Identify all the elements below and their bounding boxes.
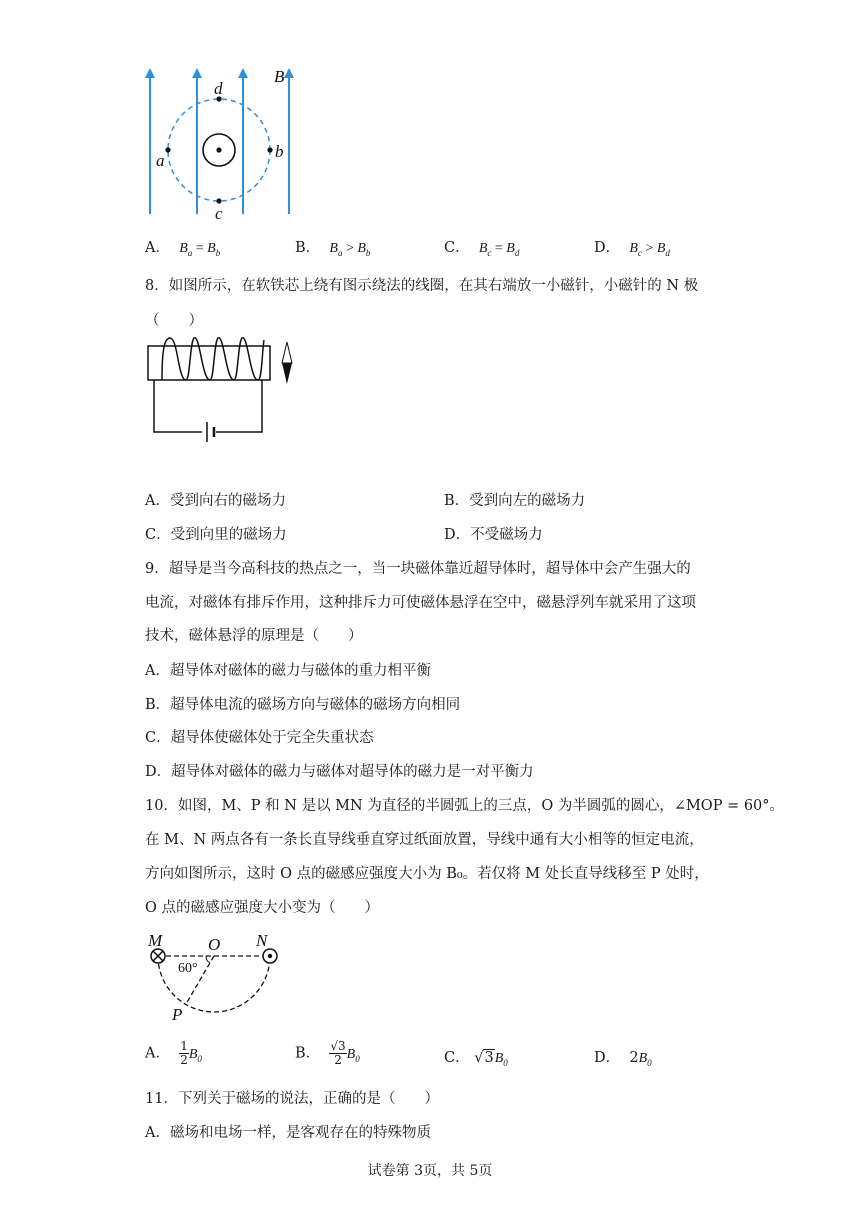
label-c: c — [215, 204, 223, 222]
q7-option-a: A． $B_a = B_b$ — [145, 240, 221, 258]
label-angle: 60° — [178, 961, 198, 976]
q9-stem-line3: 技术，磁体悬浮的原理是（ ） — [145, 628, 363, 644]
q10-option-d: D． $2B_0$ — [594, 1050, 652, 1068]
q11-stem: 11．下列关于磁场的说法，正确的是（ ） — [145, 1091, 439, 1107]
label-o: O — [208, 935, 221, 954]
q8-option-d: D．不受磁场力 — [444, 527, 543, 543]
label-a: a — [156, 151, 165, 170]
label-b: b — [275, 142, 284, 161]
q7-option-d: D． $B_c > B_d$ — [594, 240, 670, 258]
compass-needle — [282, 342, 292, 384]
q9-stem-line2: 电流，对磁体有排斥作用，这种排斥力可使磁体悬浮在空中，磁悬浮列车就采用了这项 — [145, 595, 696, 611]
label-d: d — [214, 79, 223, 98]
wire-m-into-page — [151, 949, 165, 963]
q10-stem-line2: 在 M、N 两点各有一条长直导线垂直穿过纸面放置，导线中通有大小相等的恒定电流， — [145, 832, 704, 848]
q10-option-b: B． $\frac{√3}{2}$ $B_0$ — [295, 1039, 360, 1067]
q8-option-b: B．受到向左的磁场力 — [444, 493, 586, 509]
q9-option-c: C．超导体使磁体处于完全失重状态 — [145, 730, 374, 746]
q9-option-a: A．超导体对磁体的磁力与磁体的重力相平衡 — [145, 663, 431, 679]
q8-stem-line2: （ ） — [145, 313, 203, 329]
label-field-b: B — [274, 67, 285, 86]
q9-option-b: B．超导体电流的磁场方向与磁体的磁场方向相同 — [145, 697, 461, 713]
q8-stem-line1: 8．如图所示，在软铁芯上绕有图示绕法的线圈，在其右端放一小磁针，小磁针的 N 极 — [145, 278, 699, 294]
q7-option-b: B． $B_a > B_b$ — [295, 240, 371, 258]
q7-field-figure — [135, 62, 305, 222]
label-p: P — [172, 1005, 183, 1024]
q10-stem-line4: O 点的磁感应强度大小变为（ ） — [145, 900, 379, 916]
q8-option-c: C．受到向里的磁场力 — [145, 527, 287, 543]
q8-option-a: A．受到向右的磁场力 — [145, 493, 286, 509]
iron-core — [148, 346, 270, 380]
q10-stem-line1: 10．如图，M、P 和 N 是以 MN 为直径的半圆弧上的三点，O 为半圆弧的圆心，∠MOP = 60°。 — [145, 798, 785, 814]
q11-option-a: A．磁场和电场一样，是客观存在的特殊物质 — [145, 1125, 431, 1141]
q8-coil-figure — [140, 332, 310, 442]
label-n: N — [256, 931, 268, 950]
label-m: M — [148, 931, 163, 950]
q7-option-c: C． $B_c = B_d$ — [444, 240, 520, 258]
q10-option-a: A． $\frac{1}{2}$ $B_0$ — [145, 1039, 202, 1067]
page-footer: 试卷第 3页，共 5页 — [367, 1163, 493, 1179]
wire-n-out-of-page — [263, 949, 277, 963]
q10-semicircle-figure — [138, 928, 298, 1028]
q9-option-d: D．超导体对磁体的磁力与磁体对超导体的磁力是一对平衡力 — [145, 764, 534, 780]
q10-option-c: C． $√3B_0$ — [444, 1050, 508, 1068]
q10-stem-line3: 方向如图所示，这时 O 点的磁感应强度大小为 B₀。若仅将 M 处长直导线移至 P 处时， — [145, 866, 709, 882]
q9-stem-line1: 9．超导是当今高科技的热点之一，当一块磁体靠近超导体时，超导体中会产生强大的 — [145, 561, 691, 577]
